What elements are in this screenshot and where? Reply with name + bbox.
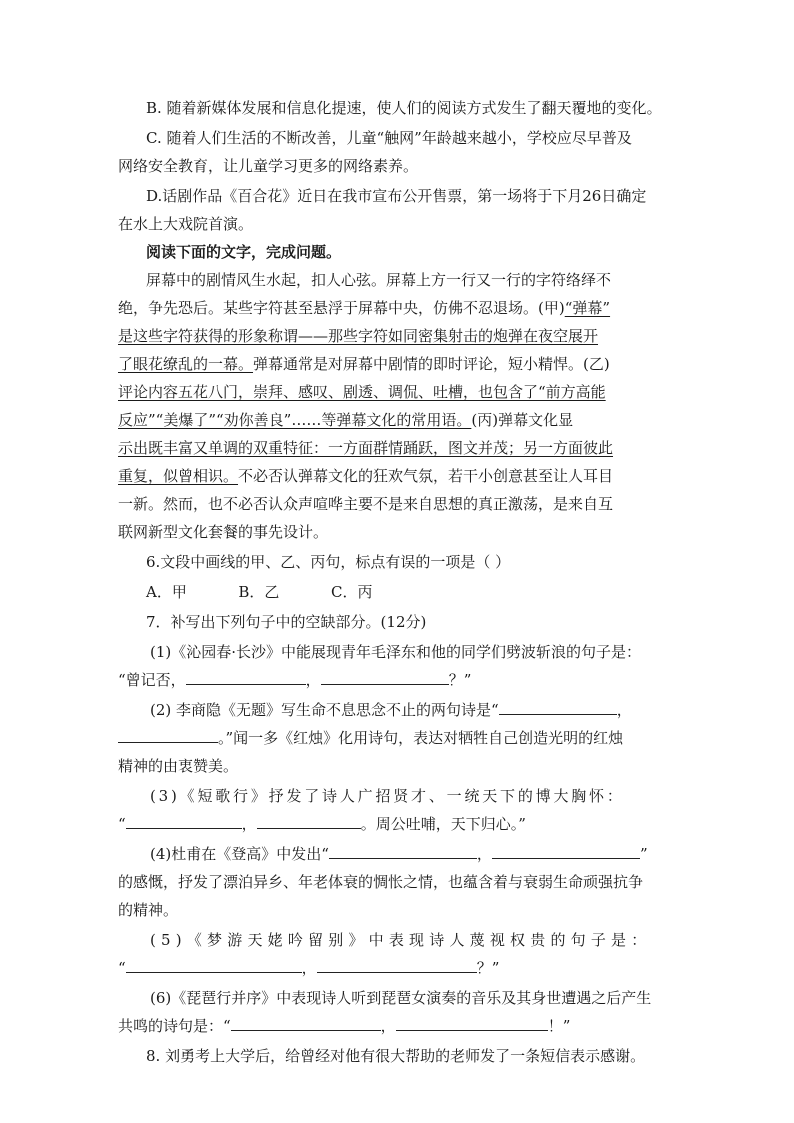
q7-item-4-prompt: (4)杜甫在《登高》中发出“ ， ” bbox=[150, 845, 648, 863]
sentence-jia-underlined: 是这些字符获得的形象称谓——那些字符如同密集射击的炮弹在夜空展开 bbox=[118, 327, 599, 345]
sentence-jia-underlined: 了眼花缭乱的一幕。 bbox=[118, 355, 254, 373]
fill-blank[interactable] bbox=[126, 958, 302, 973]
passage-line bbox=[118, 410, 573, 430]
q7-item-3-blanks: “ ， 。周公吐哺，天下归心。” bbox=[118, 815, 526, 833]
option-d-line-2: 在水上大戏院首演。 bbox=[118, 215, 254, 233]
sentence-bing-underlined: 重复，似曾相识。 bbox=[118, 467, 239, 485]
option-b: B. 随着新媒体发展和信息化提速，使人们的阅读方式发生了翻天覆地的变化。 bbox=[146, 99, 662, 117]
fill-blank[interactable] bbox=[186, 670, 306, 685]
reading-heading: 阅读下面的文字，完成问题。 bbox=[146, 243, 342, 261]
sentence-yi-underlined: 反应”“美爆了”“劝你善良”……等弹幕文化的常用语。 bbox=[118, 411, 472, 429]
q7-item-3-prompt: (3)《短歌行》抒发了诗人广招贤才、一统天下的博大胸怀： bbox=[150, 787, 625, 805]
option-c-line-1: C. 随着人们生活的不断改善，儿童“触网”年龄越来越小，学校应尽早普及 bbox=[146, 129, 632, 147]
passage-text: 弹幕通常是对屏幕中剧情的即时评论，短小精悍。(乙) bbox=[253, 355, 610, 373]
passage-line: 联网新型文化套餐的事先设计。 bbox=[118, 523, 329, 541]
question-6-options bbox=[146, 582, 372, 602]
q7-item-1-blanks: “曾记否， ， ？” bbox=[118, 671, 472, 689]
passage-text: 绝，争先恐后。某些字符甚至悬浮于屏幕中央，仿佛不忍退场。(甲) bbox=[118, 299, 565, 317]
passage-line bbox=[118, 466, 613, 486]
passage-line: 一新。然而，也不必否认众声喧哗主要不是来自思想的真正激荡，是来自互 bbox=[118, 495, 614, 513]
option-d-line-1: D.话剧作品《百合花》近日在我市宣布公开售票，第一场将于下月26日确定 bbox=[146, 187, 647, 205]
q7-item-4-line: 的感慨，抒发了漂泊异乡、年老体衰的惆怅之情，也蕴含着与衰弱生命顽强抗争 bbox=[118, 873, 644, 891]
sentence-jia-underlined: “弹幕” bbox=[564, 299, 611, 317]
q7-item-2-prompt: (2) 李商隐《无题》写生命不息思念不止的两句诗是“ ， bbox=[150, 701, 632, 719]
question-7-stem: 7．补写出下列句子中的空缺部分。(12分) bbox=[146, 613, 427, 631]
fill-blank[interactable] bbox=[257, 814, 361, 829]
fill-blank[interactable] bbox=[317, 958, 477, 973]
q7-item-5-blanks: “ ， ？” bbox=[118, 959, 500, 977]
sentence-yi-underlined: 评论内容五花八门，崇拜、感叹、剧透、调侃、吐槽，也包含了“前方高能 bbox=[118, 383, 606, 401]
sentence-bing-underlined: 示出既丰富又单调的双重特征：一方面群情踊跃，图文并茂；另一方面彼此 bbox=[118, 439, 614, 457]
q7-item-5-prompt: (5)《梦游天姥吟留别》中表现诗人蔑视权贵的句子是： bbox=[150, 931, 652, 949]
q7-item-4-tail: 的精神。 bbox=[118, 901, 179, 919]
fill-blank[interactable] bbox=[499, 700, 617, 715]
passage-line: 屏幕中的剧情风生水起，扣人心弦。屏幕上方一行又一行的字符络绎不 bbox=[146, 271, 612, 289]
question-8-stem: 8. 刘勇考上大学后，给曾经对他有很大帮助的老师发了一条短信表示感谢。 bbox=[146, 1047, 646, 1065]
fill-blank[interactable] bbox=[321, 670, 449, 685]
q7-item-6-prompt: (6)《琵琶行并序》中表现诗人听到琵琶女演奏的音乐及其身世遭遇之后产生 bbox=[150, 989, 652, 1007]
option-c-line-2: 网络安全教育，让儿童学习更多的网络素养。 bbox=[118, 157, 419, 175]
fill-blank[interactable] bbox=[396, 1016, 548, 1031]
fill-blank[interactable] bbox=[329, 844, 477, 859]
passage-line bbox=[118, 354, 610, 374]
fill-blank[interactable] bbox=[231, 1016, 381, 1031]
passage-text: 不必否认弹幕文化的狂欢气氛，若干小创意甚至让人耳目 bbox=[238, 467, 614, 485]
passage-line bbox=[118, 298, 610, 318]
fill-blank[interactable] bbox=[118, 728, 218, 743]
q6-option-a: A．甲 bbox=[146, 583, 187, 601]
q7-item-2-tail: 精神的由衷赞美。 bbox=[118, 757, 239, 775]
question-6-stem: 6.文段中画线的甲、乙、丙句，标点有误的一项是（ ） bbox=[146, 553, 511, 571]
q7-item-6-blanks: 共鸣的诗句是：“ ， ！” bbox=[118, 1017, 571, 1035]
q7-item-2-blanks: 。”闻一多《红烛》化用诗句，表达对牺牲自己创造光明的红烛 bbox=[118, 728, 623, 748]
q7-item-1-prompt: (1)《沁园春·长沙》中能展现青年毛泽东和他的同学们劈波斩浪的句子是： bbox=[150, 643, 642, 661]
q6-option-c: C．丙 bbox=[331, 583, 373, 601]
passage-text: (丙)弹幕文化显 bbox=[471, 411, 574, 429]
fill-blank[interactable] bbox=[126, 814, 242, 829]
fill-blank[interactable] bbox=[492, 844, 640, 859]
q6-option-b: B．乙 bbox=[238, 583, 280, 601]
